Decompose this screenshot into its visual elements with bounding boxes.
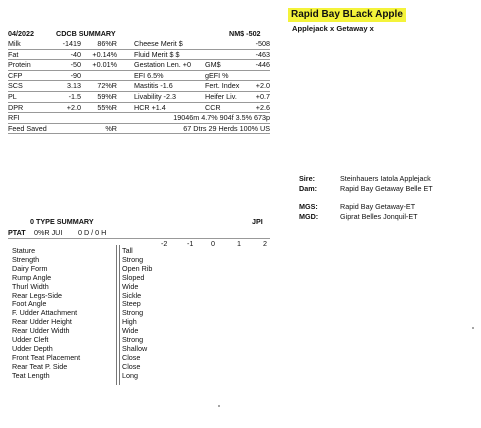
- trait-name: Rear Legs-Side: [12, 290, 62, 300]
- cdcb-row-label: Feed Saved: [8, 123, 47, 133]
- mgd-label: MGD:: [299, 212, 319, 221]
- trait-column-divider-left: [116, 245, 117, 385]
- trait-description: Steep: [122, 299, 141, 309]
- cdcb-row: [0, 40, 280, 48]
- ptat-reliability: 0%R JUI: [34, 228, 63, 237]
- cdcb-row-value-2: 67 Dtrs 29 Herds 100% US: [183, 123, 270, 133]
- cdcb-date: 04/2022: [8, 29, 34, 38]
- cdcb-row-label: PL: [8, 92, 17, 101]
- cdcb-row-value-2: -446: [255, 60, 270, 70]
- cdcb-row-reliability: %R: [105, 123, 117, 133]
- cdcb-row: [0, 114, 280, 122]
- cdcb-row-reliability: 55%R: [97, 102, 117, 112]
- dam-name: Rapid Bay Getaway Belle ET: [340, 184, 433, 193]
- trait-name: Teat Length: [12, 370, 50, 380]
- trait-column-divider-right: [119, 245, 120, 385]
- trait-description: Wide: [122, 326, 139, 336]
- cdcb-row-value: -90: [70, 70, 81, 80]
- cdcb-row-reliability: +0.14%: [92, 49, 117, 59]
- trait-name: Rear Teat P. Side: [12, 361, 68, 371]
- trait-description: High: [122, 317, 137, 327]
- type-scale-tick: 1: [237, 239, 241, 248]
- scan-speck: [218, 405, 220, 407]
- cdcb-row-value: -40: [70, 49, 81, 59]
- trait-description: Long: [122, 370, 138, 380]
- cdcb-row-label-2: Mastitis -1.6: [134, 81, 173, 91]
- trait-description: Strong: [122, 308, 144, 318]
- trait-name: Rear Udder Width: [12, 326, 70, 336]
- animal-name: Rapid Bay BLack Apple: [288, 8, 406, 22]
- sire-name: Steinhauers Iatola Applejack: [340, 174, 431, 183]
- trait-description: Open Rib: [122, 263, 153, 273]
- cdcb-row-value: 3.13: [67, 81, 81, 91]
- type-scale-tick: 0: [211, 239, 215, 248]
- jpi-label: JPI: [252, 217, 263, 226]
- mgs-label: MGS:: [299, 202, 318, 211]
- cdcb-row-value-2: +2.0: [255, 81, 270, 91]
- trait-name: Udder Depth: [12, 343, 53, 353]
- ptat-label: PTAT: [8, 228, 26, 237]
- cdcb-row-label: DPR: [8, 102, 24, 112]
- cdcb-row-value: -50: [70, 60, 81, 70]
- scan-speck: [472, 327, 474, 329]
- cdcb-row-reliability: 59%R: [97, 92, 117, 101]
- trait-name: Dairy Form: [12, 263, 48, 273]
- trait-name: Udder Cleft: [12, 335, 49, 344]
- cdcb-title: CDCB SUMMARY: [56, 29, 116, 38]
- type-summary-title: 0 TYPE SUMMARY: [30, 217, 94, 226]
- cdcb-row: [0, 93, 280, 101]
- cdcb-row-label-3: Heifer Liv.: [205, 92, 237, 101]
- cdcb-row-label: SCS: [8, 81, 23, 91]
- cdcb-row-reliability: 72%R: [97, 81, 117, 91]
- cdcb-row-label-2: EFI 6.5%: [134, 70, 164, 80]
- trait-name: Front Teat Placement: [12, 352, 81, 362]
- type-header-divider: [8, 238, 270, 239]
- type-scale-tick: 2: [263, 239, 267, 248]
- type-scale-tick: -1: [187, 239, 194, 248]
- daughters-herds: 0 D / 0 H: [78, 228, 107, 237]
- trait-name: Rump Angle: [12, 272, 52, 282]
- cdcb-row-reliability: +0.01%: [92, 60, 117, 70]
- cdcb-row-label: Fat: [8, 49, 19, 59]
- sire-label: Sire:: [299, 174, 315, 183]
- cdcb-row-value: +2.0: [66, 102, 81, 112]
- cdcb-row-label-2: Gestation Len. +0: [134, 60, 191, 70]
- trait-name: Strength: [12, 254, 40, 264]
- mgd-name: Giprat Belles Jonquil-ET: [340, 212, 418, 221]
- cdcb-row-value-2: +0.7: [255, 92, 270, 101]
- cdcb-row-value-2: +2.6: [255, 102, 270, 112]
- cdcb-row-value-2: -463: [255, 49, 270, 59]
- cdcb-row: [0, 125, 280, 133]
- cdcb-row-label-2: Cheese Merit $: [134, 39, 183, 48]
- cdcb-row-value-2: 19046m 4.7% 904f 3.5% 673p: [173, 113, 270, 123]
- mgs-name: Rapid Bay Getaway-ET: [340, 202, 416, 211]
- trait-description: Shallow: [122, 343, 148, 353]
- trait-description: Wide: [122, 281, 139, 291]
- cdcb-row-value-2: -508: [255, 39, 270, 48]
- trait-name: Foot Angle: [12, 299, 47, 309]
- cdcb-row-label: Protein: [8, 60, 31, 70]
- cdcb-row-label: CFP: [8, 70, 23, 80]
- trait-name: Stature: [12, 246, 36, 255]
- cdcb-row-label: Milk: [8, 39, 21, 48]
- cdcb-row: [0, 104, 280, 112]
- cdcb-row: [0, 72, 280, 80]
- trait-description: Strong: [122, 254, 144, 264]
- trait-description: Close: [122, 361, 141, 371]
- trait-description: Tall: [122, 246, 133, 255]
- cdcb-row-label-3: gEFI %: [205, 70, 229, 80]
- cdcb-row-label: RFI: [8, 113, 20, 123]
- trait-description: Strong: [122, 335, 144, 344]
- cdcb-row: [0, 61, 280, 69]
- cdcb-row-label-3: CCR: [205, 102, 221, 112]
- trait-description: Sloped: [122, 272, 145, 282]
- cdcb-row-reliability: 86%R: [97, 39, 117, 48]
- trait-description: Close: [122, 352, 141, 362]
- cdcb-row-label-3: Fert. Index: [205, 81, 240, 91]
- cdcb-row: [0, 51, 280, 59]
- net-merit: NM$ -502: [229, 29, 261, 38]
- cdcb-row-rule: [8, 133, 270, 134]
- cdcb-row-label-2: Fluid Merit $ $: [134, 49, 180, 59]
- cdcb-row: [0, 82, 280, 90]
- dam-label: Dam:: [299, 184, 317, 193]
- trait-name: F. Udder Attachment: [12, 308, 78, 318]
- trait-name: Thurl Width: [12, 281, 49, 291]
- cdcb-row-label-3: GM$: [205, 60, 221, 70]
- type-scale-tick: -2: [161, 239, 168, 248]
- animal-pedigree-line: Applejack x Getaway x: [292, 24, 374, 33]
- cdcb-row-label-2: HCR +1.4: [134, 102, 166, 112]
- cdcb-row-label-2: Livability -2.3: [134, 92, 176, 101]
- trait-description: Sickle: [122, 290, 142, 300]
- cdcb-row-value: -1419: [62, 39, 81, 48]
- cdcb-row-value: -1.5: [68, 92, 81, 101]
- trait-name: Rear Udder Height: [12, 317, 72, 327]
